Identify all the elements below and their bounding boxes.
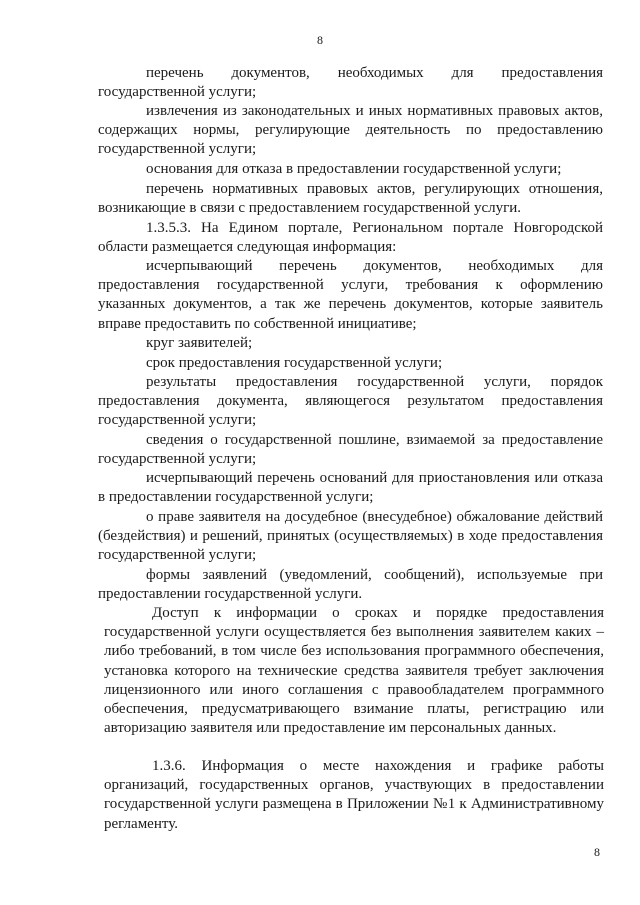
paragraph-results: результаты предоставления государственной услуги, порядок предоставления документа, являющегося результатом предоставления государственной услуги; bbox=[98, 374, 603, 429]
paragraph-state-fee: сведения о государственной пошлине, взимаемой за предоставление государственной услуги; bbox=[98, 432, 603, 468]
paragraph-applicants: круг заявителей; bbox=[146, 335, 253, 351]
paragraph-appeal-rights: о праве заявителя на досудебное (внесудебное) обжалование действий (бездействия) и решений, принятых (осуществляемых) в ходе предоставления государственной услуги; bbox=[98, 509, 603, 564]
paragraph-application-forms: формы заявлений (уведомлений, сообщений), используемые при предоставлении государственной услуги. bbox=[98, 567, 603, 603]
paragraph-refusal-grounds: основания для отказа в предоставлении государственной услуги; bbox=[146, 161, 562, 177]
paragraph-exhaustive-list: исчерпывающий перечень документов, необходимых для предоставления государственной услуги, требования к оформлению указанных документов, а так же перечень документов, которые заявитель вправе предоставить по собственной инициативе; bbox=[98, 258, 603, 332]
page-number-bottom: 8 bbox=[594, 845, 600, 859]
paragraph-1-3-6: 1.3.6. Информация о месте нахождения и графике работы организаций, государственных органов, участвующих в предоставлении государственной услуги размещена в Приложении №1 к Административному регламенту. bbox=[104, 758, 604, 832]
paragraph-legal-extracts: извлечения из законодательных и иных нормативных правовых актов, содержащих нормы, регулирующие деятельность по предоставлению государственной услуги; bbox=[98, 103, 603, 158]
paragraph-normative-acts: перечень нормативных правовых актов, регулирующих отношения, возникающие в связи с предоставлением государственной услуги. bbox=[98, 181, 603, 217]
paragraph-1-3-5-3: 1.3.5.3. На Едином портале, Региональном портале Новгородской области размещается следующая информация: bbox=[98, 220, 603, 256]
page-number-top: 8 bbox=[317, 33, 323, 47]
paragraph-access-info: Доступ к информации о сроках и порядке предоставления государственной услуги осуществляется без выполнения заявителем каких – либо требований, в том числе без использования программного обеспечения, установка которого на технические средства заявителя требует заключения лицензионного или иного соглашения с правообладателем программного обеспечения, предусматривающего взимание платы, регистрацию или авторизацию заявителя или предоставление им персональных данных. bbox=[104, 605, 604, 737]
paragraph-term: срок предоставления государственной услуги; bbox=[146, 355, 443, 371]
paragraph-suspension-grounds: исчерпывающий перечень оснований для приостановления или отказа в предоставлении государственной услуги; bbox=[98, 470, 603, 506]
paragraph-list-documents: перечень документов, необходимых для предоставления государственной услуги; bbox=[98, 65, 603, 101]
